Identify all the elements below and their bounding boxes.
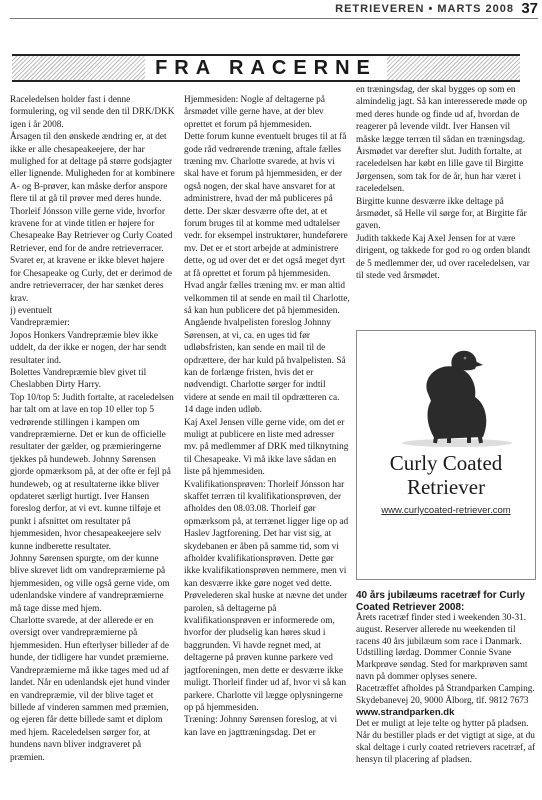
paragraph: Bolettes Vandrepræmie blev givet til Cheslabben Dirty Harry. <box>10 367 147 391</box>
paragraph: Thorleif Jónsson ville gerne vide, hvorfor kravene for at vinde titlen er højere for Chesapeake Bay Retriever og Curly Coated Retriever, end for de andre retrieverracer. Svaret er, at kravene er ikke blevet højere for Chesapeake og Curly, det er derimod de andre retrieverracer, der har sænket deres krav. <box>10 206 173 304</box>
paragraph: Hvad angår fælles træning mv. er man altid velkommen til at sende en mail til Charlotte, så kan hun publicere det på hjemmesiden. <box>184 281 350 316</box>
magazine-title: RETRIEVEREN • MARTS 2008 <box>335 3 514 15</box>
paragraph: Hjemmesiden: Nogle af deltagerne på årsmødet ville gerne have, at der blev oprettet et forum på hjemmesiden. <box>184 95 325 130</box>
ad-title: Curly Coated Retriever <box>389 451 503 499</box>
paragraph: Judith takkede Kaj Axel Jensen for at være dirigent, og takkede for god ro og orden blandt de 5 medlemmer der, ud over raceledelsen, var til stede ved årsmødet. <box>356 233 531 282</box>
page-number: 37 <box>521 0 538 17</box>
ad-url-link[interactable]: www.curlycoated-retriever.com <box>381 505 511 516</box>
paragraph: Kvalifikationsprøven: Thorleif Jónsson har skaffet terræn til kvalifikationsprøven, der afholdes den 08.03.08. Thorleif gør opmærksom på, at terrænet ligger lige op ad Haslev Jagtforening. Det har vist sig, at skydebanen er åben på samme tid, som vi afholder kvalifikationsprøven. Dette gør ikke kvalifikationsprøven nemmere, men vi kan desværre ikke gøre noget ved dette. <box>184 479 349 589</box>
paragraph: Angående hvalpelisten foreslog Johnny Sørensen, at vi, ca. en uges tid før udløbsfristen, kan sende en mail til de opdrættere, der har kuld på hvalpelisten. Så kan de forlænge fristen, hvis det er nødvendigt. Charlotte sørger for indtil videre at sende en mail til opdrætteren ca. 14 dage inden udløb. <box>184 318 346 416</box>
paragraph: Jopos Honkers Vandrepræmie blev ikke uddelt, da der ikke er nogen, der har sendt resultater ind. <box>10 330 167 366</box>
paragraph: Johnny Sørensen spurgte, om der kunne blive skrevet lidt om vandrepræmierne på hjemmesiden, og ville også gerne vide, om udenlandske vindere af vandrepræmierne må tage disse med hjem. <box>10 554 170 614</box>
paragraph: Prøvelederen skal huske at nævne det under parolen, så deltagerne på kvalifikationsprøven er informerede om, hvorfor der pludselig kan høres skud i baggrunden. Vi havde regnet med, at deltagerne på prøven kunne parkere ved jagtforeningen, men dette er desværre ikke muligt. Thorleif finder ud af, hvor vi så kan parkere. Charlotte vil lægge oplysningerne op på hjemmesiden. <box>184 591 348 713</box>
paragraph: Raceledelsen holder fast i denne formulering, og vil sende den til DRK/DKK igen i år 2008. <box>10 95 175 130</box>
paragraph: Birgitte kunne desværre ikke deltage på årsmødet, så Helle vil sørge for, at Birgitte får gaven. <box>356 196 527 232</box>
strandparken-link[interactable]: www.strandparken.dk <box>356 707 455 719</box>
header-rule <box>10 18 538 19</box>
article-column-1 <box>10 94 176 794</box>
paragraph: Det er muligt at leje telte og hytter på pladsen. <box>356 719 529 730</box>
jubilee-heading: 40 års jubilæums racetræf for Curly Coated Retriever 2008: <box>356 590 525 613</box>
section-title: FRA RACERNE <box>145 56 387 80</box>
paragraph: Årsagen til den ønskede ændring er, at det ikke er alle chesapeakeejere, der har mulighed for at deltage på større godsjagter eller lignende. Muligheden for at kombinere A- og B-prøver, kan måske derfor anspore flere til at gå til prøver med deres hunde. <box>10 132 175 205</box>
curly-coated-ad <box>356 330 536 580</box>
paragraph: Udstilling lørdag. Dommer Connie Svane <box>356 648 512 659</box>
page-header <box>0 0 542 26</box>
paragraph: Træning: Johnny Sørensen foreslog, at vi kan lave en jagttræningsdag. Det er <box>184 715 338 738</box>
paragraph: Kaj Axel Jensen ville gerne vide, om det er muligt at publicere en liste med adresser mv. på medlemmer af DRK med tilknytning til Chesapeake. Vi må ikke lave sådan en liste på hjemmesiden. <box>184 417 349 478</box>
paragraph: Racetræffet afholdes på Strandparken Camping. Skydebanevej 20, 9000 Ålborg, tlf. 9812 7673 <box>356 683 535 706</box>
paragraph: Dette forum kunne eventuelt bruges til at få gode råd vedrørende træning, aftale fælles træning mv. Charlotte svarede, at hvis vi skal have et forum på hjemmesiden, er der også nogen, der skal have ansvaret for at administrere, hvad der må publiceres på dette. Der skær desværre ofte det, at et forum bruges til at komme med udtalelser vedr. for eksempel instruktører, hundeførere mv. Det er et stort arbejde at administrere dette, og ud over det er det også meget dyrt at få oprettet et forum på hjemmesiden. <box>184 132 348 279</box>
paragraph: Charlotte svarede, at der allerede er en oversigt over vandrepræmierne på hjemmesiden. Hun efterlyser billeder af de hunde, der tidligere har vundet præmierne. Vandrepræmierne må ikke tages med ud af landet. Når en udenlandsk ejet hund vinder en vandrepræmie, vil der blive taget et billede af vinderen sammen med præmien, og ejeren får dette billede samt et diplom med hjem. Raceledelsen sørger for, at hundens navn bliver indgraveret på præmien. <box>10 616 170 763</box>
paragraph: Årsmødet var derefter slut. Judith fortalte, at raceledelsen har købt en lille gave til Birgitte Jørgensen, som tak for de år, hun har været i raceledelsen. <box>356 147 524 195</box>
paragraph: Vandrepræmier: <box>10 318 70 329</box>
section-banner <box>12 54 520 82</box>
jubilee-notice <box>356 590 536 800</box>
paragraph: Årets racetræf finder sted i weekenden 30-31. august. Reserver allerede nu weekenden til racens 40 års jubilæum som race i Danmark. <box>356 613 527 647</box>
paragraph: Top 10/top 5: Judith fortalte, at raceledelsen har talt om at lave en top 10 eller top 5 vedrørende stillingen i kampen om vandrepræmierne. Det er kun de officielle resultater der gælder, og præmieringerne tjekkes på hundeweb. Johnny Sørensen gjorde opmærksom på, at der ofte er fejl på hundeweb, og at resultaterne ikke bliver opdateret særligt hurtigt. Iver Hansen foreslog derfor, at vi evt. kunne tilføje et punkt i afsnittet om resultater på hjemmesiden, hvor chesapeakeejere selv kunne indberette resultater. <box>10 392 174 552</box>
article-column-2 <box>184 94 350 794</box>
dog-photo-icon <box>357 331 535 449</box>
paragraph: j) eventuelt <box>10 305 53 316</box>
paragraph: en træningsdag, der skal bygges op som en almindelig jagt. Så kan interesserede møde op med deres hunde og finde ud af, hvordan de reagerer på levende vildt. Iver Hansen vil måske lægge terræn til sådan en træningsdag. <box>356 85 528 145</box>
paragraph: Markprøve søndag. Sted for markprøven samt navn på dommer oplyses senere. <box>356 660 528 682</box>
paragraph: Når du bestiller plads er det vigtigt at sige, at du skal deltage i curly coated retrievers racetræf, af hensyn til placering af pladsen. <box>356 730 536 765</box>
